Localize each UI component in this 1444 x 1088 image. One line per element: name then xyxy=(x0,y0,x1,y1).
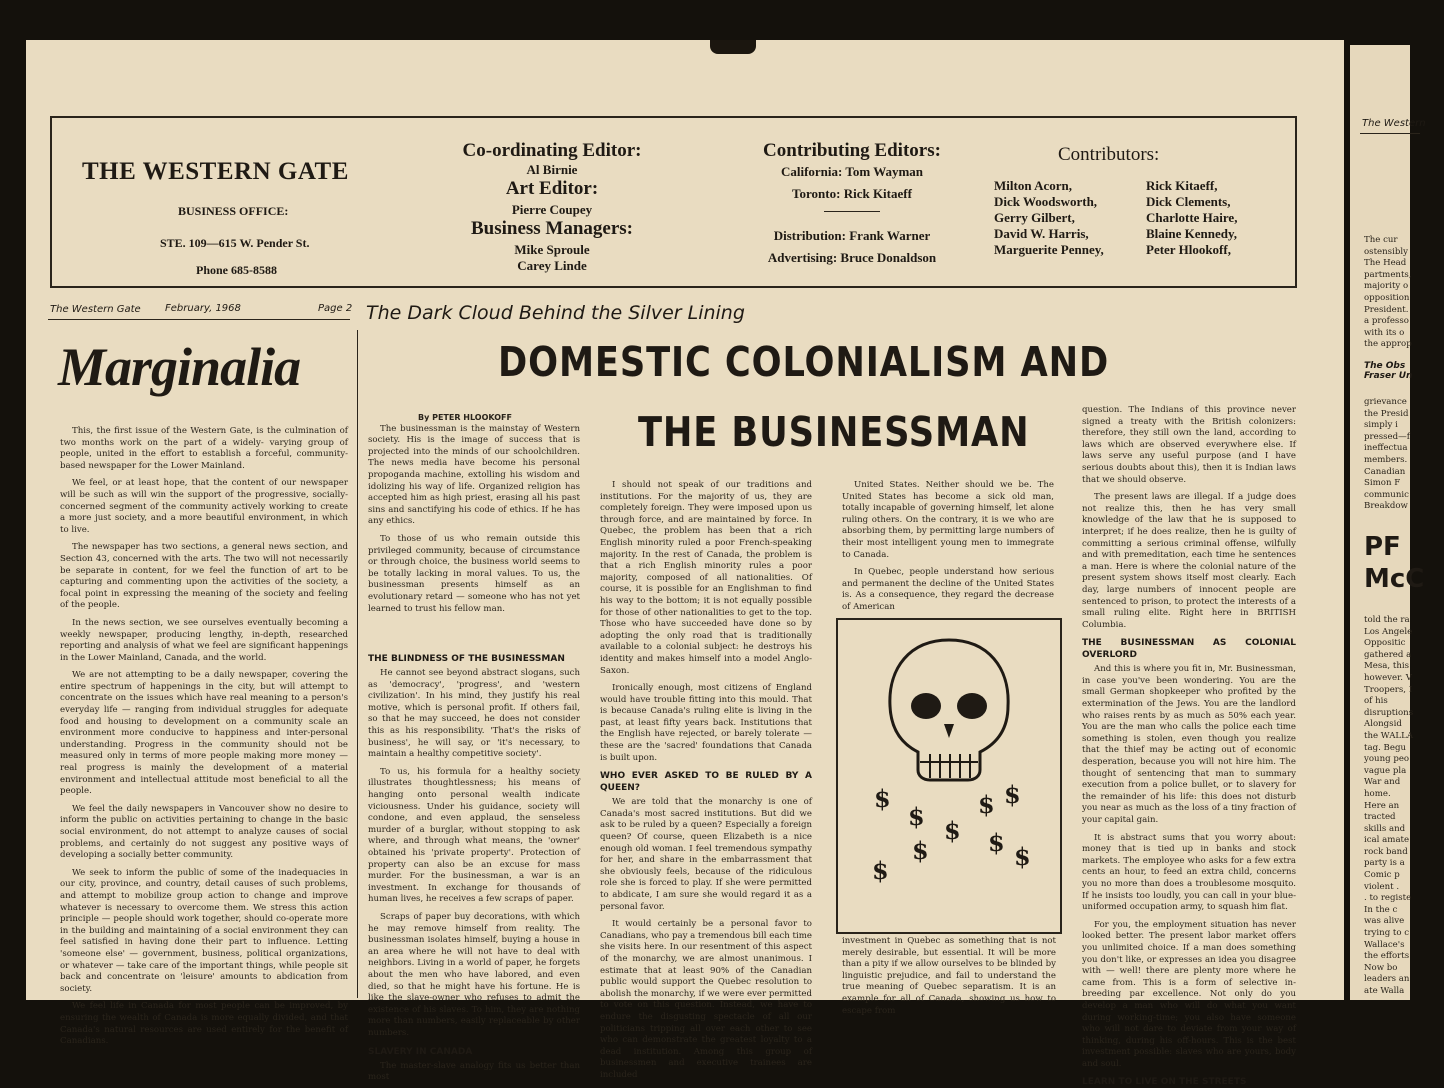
next-line: was alive xyxy=(1364,916,1405,927)
marginalia-paragraph: We seek to inform the public of some of the inadequacies in our city, province, and country, detail causes of such problems, and attempt to mobilize group action to change and improve whatever is necessary to overcome them. We stress this action principle — people should work together, should co-operate more in the building and maintaining of a social environment they can feel satisfied in having done their part to influence. Letting 'someone else' — government, business, political organizations, or whatever — take care of the important things, while people sit back and concentrate on 'leisure' amounts to abdication from society. xyxy=(60,867,348,994)
next-headline xyxy=(1364,531,1424,595)
article-paragraph: The master-slave analogy fits us better than most xyxy=(368,1060,580,1083)
next-line: leaders an xyxy=(1364,974,1410,985)
next-line: vague pla xyxy=(1364,765,1407,776)
coord-editor-label: Co-ordinating Editor: xyxy=(462,140,642,161)
next-rule xyxy=(1360,133,1420,134)
next-line: of his xyxy=(1364,696,1388,707)
contributors-left xyxy=(994,178,1104,258)
article-column-4 xyxy=(1082,405,1296,1088)
next-line: Now bo xyxy=(1364,962,1398,973)
contributor: Milton Acorn, xyxy=(994,178,1072,193)
running-head-rule xyxy=(48,319,350,320)
next-line: tracted xyxy=(1364,812,1396,823)
marginalia-column xyxy=(60,426,348,1047)
article-paragraph: And this is where you fit in, Mr. Businessman, in case you've been wondering. You are the small German shopkeeper who profited by the extermination of the Jews. You are the landlord who raises rents by as much as 50% each year. You are the man who calls the police each time something is stolen, even though you realize that the thief may be acting out of economic desperation, because you will not hire him. The thought of sentencing that man to summary execution from a police bullet, or to slavery for the remainder of his life: this does not disturb you near as much as the loss of a tiny fraction of your capital gain. xyxy=(1082,664,1296,825)
next-line: with its o xyxy=(1364,327,1405,338)
next-line: told the ra xyxy=(1364,615,1410,625)
contributor: Dick Woodsworth, xyxy=(994,194,1098,209)
marginalia-paragraph: We feel life in Canada for most people can be improved, by ensuring the wealth of Canada is more equally divided, and that Canada's natural resources are used entirely for the benefit of Canadians. xyxy=(60,1001,348,1047)
dollar-sign-icon: $ xyxy=(944,816,961,845)
next-column-1 xyxy=(1364,235,1444,351)
next-line: pressed—f xyxy=(1364,431,1410,442)
article-paragraph: The present laws are illegal. If a judge does not realize this, then he has very small knowledge of the law that he is supposed to interpret; if he does realize, then he is guilty of committing a serious criminal offense, wilfully and with premeditation, each time he sentences a man. Here is where the colonial nature of the present system shows itself most clearly. Each day, large numbers of innocent people are sentenced to prison, to protect the interests of a small ruling elite. Right here in BRITISH Columbia. xyxy=(1082,492,1296,630)
headline-line-1: DOMESTIC COLONIALISM AND xyxy=(498,338,1110,386)
next-line: simply i xyxy=(1364,420,1398,431)
next-line: Simon F xyxy=(1364,478,1401,489)
marginalia-paragraph: We are not attempting to be a daily newspaper, covering the entire spectrum of happenings in the city, but will attempt to concentrate on the issues which have real meaning to a person's everyday life — ranging from individual struggles for adequate food and housing to development on a community scale an environment more conducive to happiness and inter-personal understanding. Progress in the community should not be measured only in terms of more people making more money — real progress is mainly the development of a material environment and intellectual attitude most beneficial to all the people. xyxy=(60,670,348,797)
contributor: Gerry Gilbert, xyxy=(994,210,1075,225)
next-line: Here an xyxy=(1364,800,1400,811)
business-manager-2: Carey Linde xyxy=(517,258,587,273)
next-line: Canadian xyxy=(1364,466,1406,477)
next-line: Troopers, I xyxy=(1364,684,1413,695)
next-kicker-line: Fraser Un xyxy=(1364,371,1413,381)
article-paragraph: He cannot see beyond abstract slogans, such as 'democracy', 'progress', and 'western civilization'. In his mind, they justify his real motive, which is personal profit. If others fail, so that he may succeed, he does not consider this as his responsibility. 'That's the risks of business', he will say, or 'it's necessary, to maintain a healthy competitive society'. xyxy=(368,668,580,760)
kicker: The Dark Cloud Behind the Silver Lining xyxy=(366,302,745,324)
contributor: Rick Kitaeff, xyxy=(1146,178,1218,193)
editor-california: California: Tom Wayman xyxy=(780,164,924,179)
next-line: young peo xyxy=(1364,754,1410,765)
next-column-2 xyxy=(1364,397,1444,513)
article-paragraph: In Quebec, people understand how serious and permanent the decline of the United States is. As a consequence, they regard the decrease of American xyxy=(842,567,1054,612)
next-column-3 xyxy=(1364,615,1444,998)
next-line: however. V xyxy=(1364,672,1412,683)
dollar-sign-icon: $ xyxy=(912,836,929,865)
masthead-title: THE WESTERN GATE xyxy=(82,158,349,185)
marginalia-paragraph: We feel the daily newspapers in Vancouver show no desire to inform the public on activities pertaining to change in the basic social environment, do not attempt to analyze causes of social problems, and certainly do not suggest any positive ways of developing a socially better community. xyxy=(60,803,348,861)
dollar-sign-icon: $ xyxy=(1004,780,1021,809)
next-line: ate Walla xyxy=(1364,986,1405,996)
next-line: rock band xyxy=(1364,846,1408,857)
next-line: partments, xyxy=(1364,269,1412,280)
dollar-sign-icon: $ xyxy=(872,856,889,885)
article-paragraph: I should not speak of our traditions and institutions. For the majority of us, they are completely foreign. They were imposed upon us through force, and are maintained by force. In Quebec, the problem has been that a rich English minority ruled a poor French-speaking majority. In the rest of Canada, the problem is that a rich English minority rules a poor majority, composed of all nationalities. Of course, it is possible for an Englishman to find his way to the bottom; it is not equally possible for those of other nationalities to get to the top. Those who have succeeded have done so by adopting the only road that is traditionally available to a colonial subject: he destroys his identity and makes himself into a model Anglo-Saxon. xyxy=(600,480,812,676)
marginalia-paragraph: The newspaper has two sections, a general news section, and Section 43, concerned with the arts. The two will not necessarily be separate in content, for we feel the function of art to be capturing and commenting upon the activities of the society, a focal point in expressing the meaning of the society and feeling of the people. xyxy=(60,542,348,611)
contributor: David W. Harris, xyxy=(994,226,1089,241)
running-head-date: February, 1968 xyxy=(165,303,241,314)
article-paragraph: It is abstract sums that you worry about: money that is tied up in banks and stock markets. The employee who asks for a few extra cents an hour, to feed an extra child, concerns you no more than does a troublesome mosquito. If he insists too loudly, you can call in your blue-uniformed occupation army, to squash him flat. xyxy=(1082,832,1296,913)
next-line: tag. Begu xyxy=(1364,742,1406,753)
art-editor-label: Art Editor: xyxy=(505,178,599,199)
next-line: President. xyxy=(1364,304,1409,315)
next-line: the approp xyxy=(1364,339,1412,350)
masthead-box xyxy=(50,116,1297,288)
next-line: Comic p xyxy=(1364,870,1400,881)
article-paragraph: Scraps of paper buy decorations, with which he may remove himself from reality. The businessman isolates himself, buying a house in an area where he will not have to deal with neighbors. Living in a world of paper, he forgets about the men who have labored, and even died, so that he might have his fortune. He is like the slave-owner who refuses to admit the existence of his slaves. To him, they are nothing more than numbers, easily replaceable by other numbers. xyxy=(368,911,580,1038)
next-line: The cur xyxy=(1364,235,1398,245)
article-paragraph: The businessman is the mainstay of Western society. His is the image of success that is projected into the minds of our schoolchildren. The news media have become his personal propoganda machine, extolling his wisdom and idolizing his way of life. Organized religion has accepted him as high priest, erasing all his past sins and sanctifying his code of ethics. If he has any ethics. xyxy=(368,423,580,527)
paper-tear xyxy=(710,40,756,54)
next-line: Breakdow xyxy=(1364,501,1408,512)
marginalia-title: Marginalia xyxy=(58,337,301,397)
article-paragraph: To those of us who remain outside this privileged community, because of circumstance or through choice, the business world seems to be totally lacking in moral values. To us, the businessman presents himself as an evolutionary retard — someone who has not yet learned to trust his fellow man. xyxy=(368,533,580,614)
contributor: Peter Hlookoff, xyxy=(1146,242,1231,257)
art-editor-name: Pierre Coupey xyxy=(511,202,593,217)
business-managers-label: Business Managers: xyxy=(470,218,634,239)
next-line: disruptions xyxy=(1364,707,1414,718)
article-paragraph: For you, the employment situation has never looked better. The present labor market offers you unlimited choice. If a man does something you don't like, or expresses an idea you disagree with — well! there are plenty more where he came from. This is a form of selective in-breeding par excellence. Not only do you develop a man who will do what you want during working-time; you also have someone who will not dare to deviate from your way of thinking, during his off-hours. This is the best investment possible: slaves who are yours, body and soul. xyxy=(1082,919,1296,1069)
running-head-page: Page 2 xyxy=(318,303,353,314)
subhead-streets: LEARN TO LIVE ON THE STREETS xyxy=(1082,1077,1247,1088)
subhead-slavery: SLAVERY IN CANADA xyxy=(368,1046,473,1057)
next-line: War and xyxy=(1364,777,1401,788)
next-line: grievance xyxy=(1364,397,1407,407)
business-office-label: BUSINESS OFFICE: xyxy=(178,204,289,218)
next-line: skills and xyxy=(1364,823,1406,834)
next-line: Mesa, this xyxy=(1364,661,1410,672)
next-line: In the c xyxy=(1364,904,1398,915)
article-column-3 xyxy=(842,480,1054,612)
dollar-sign-icon: $ xyxy=(908,802,925,831)
next-line: ineffectua xyxy=(1364,443,1408,454)
article-column-1 xyxy=(368,412,580,1083)
next-line: home. xyxy=(1364,788,1391,799)
next-line: communic xyxy=(1364,489,1409,500)
dollar-sign-icon: $ xyxy=(988,828,1005,857)
headline-line-2: THE BUSINESSMAN xyxy=(638,408,1030,456)
article-paragraph: Ironically enough, most citizens of England would have trouble fitting into this mould. That is because Canada's ruling elite is living in the past, at least fifty years back. Institutions that the English have rejected, or barely tolerate — these are the 'sacred' foundations that Canada is built upon. xyxy=(600,683,812,763)
next-line: Alongsid xyxy=(1364,719,1402,730)
next-line: opposition xyxy=(1364,292,1410,303)
subhead-overlord: THE BUSINESSMAN AS COLONIAL OVERLORD xyxy=(1082,638,1296,661)
next-line: a professo xyxy=(1364,316,1409,327)
next-line: the Presid xyxy=(1364,408,1409,419)
skull-icon xyxy=(838,620,1060,932)
dollar-sign-icon: $ xyxy=(978,790,995,819)
next-line: the WALLA xyxy=(1364,730,1414,741)
subhead-blindness: THE BLINDNESS OF THE BUSINESSMAN xyxy=(368,654,565,665)
article-paragraph: We are told that the monarchy is one of Canada's most sacred institutions. But did we ask to be ruled by a queen? Especially a foreign queen? Of course, queen Elizabeth is a nice enough old woman. I feel tremendous sympathy for her, and share in the embarrassment that she obviously feels, because of the ridiculous role she is forced to play. If she were permitted to abdicate, I am sure she would regard it as a personal favor. xyxy=(600,797,812,912)
next-line: Oppositic xyxy=(1364,638,1406,649)
next-line: trying to c xyxy=(1364,928,1410,939)
next-headline-line: PF xyxy=(1364,532,1401,562)
contributor: Charlotte Haire, xyxy=(1146,210,1238,225)
contributor: Marguerite Penney, xyxy=(994,242,1104,257)
distribution-line: Distribution: Frank Warner xyxy=(773,228,931,243)
next-line: Wallace's xyxy=(1364,939,1405,950)
editors-divider xyxy=(824,211,880,212)
next-line: ostensibly xyxy=(1364,246,1408,257)
next-kicker xyxy=(1364,361,1412,381)
article-paragraph: To us, his formula for a healthy society illustrates thoughtlessness; his means of hanging onto personal wealth indicate viciousness. Under his guidance, society will condone, and even applaud, the senseless murder of a burglar, without stopping to ask where, and through what means, the 'owner' obtained his 'private property'. Protection of property can also be an excuse for mass murder. For the businessman, a war is an investment. In exchange for thousands of human lives, he receives a few scraps of paper. xyxy=(368,766,580,905)
dollar-sign-icon: $ xyxy=(1014,842,1031,871)
next-line: gathered a xyxy=(1364,649,1412,660)
marginalia-paragraph: This, the first issue of the Western Gate, is the culmination of two months work on the part of a widely- varying group of people, united in the effort to establish a forceful, community-based newspaper for the Lower Mainland. xyxy=(60,426,348,471)
next-line: The Head xyxy=(1364,258,1407,269)
business-phone: Phone 685-8588 xyxy=(196,263,277,277)
next-line: ical amate xyxy=(1364,835,1410,846)
next-line: members. xyxy=(1364,454,1408,465)
article-paragraph: It would certainly be a personal favor to Canadians, who pay a tremendous bill each time she visits here. In our resentment of this aspect of the monarchy, we are almost unanimous. I estimate that at least 90% of the Canadian public would support the Quebec resolution to abolish the monarchy, if we were ever permitted to vote on this question. Instead, we have to endure the disgusting spectacle of all our politicians tripping all over each other to see who can demonstrate the greatest loyalty to a dead institution. Among this group of businessmen and executive trainees are included xyxy=(600,919,812,1080)
contributor: Blaine Kennedy, xyxy=(1146,226,1238,241)
next-headline-line: McC xyxy=(1364,564,1425,594)
article-paragraph: United States. Neither should we be. The United States has become a sick old man, totally incapable of governing himself, let alone ruling others. On the contrary, it is we who are absorbing them, by permitting large numbers of their most intelligent young men to immegrate to Canada. xyxy=(842,480,1054,560)
skull-illustration xyxy=(836,618,1062,934)
next-line: violent . xyxy=(1364,881,1400,892)
next-running-head: The Western xyxy=(1362,118,1426,129)
next-line: party is a xyxy=(1364,858,1405,869)
contributor: Dick Clements, xyxy=(1146,194,1231,209)
next-kicker-line: The Obs xyxy=(1364,361,1406,371)
marginalia-paragraph: We feel, or at least hope, that the content of our newspaper will be such as will win the support of the progressive, socially-concerned segment of the community actively working to create a more just society, and a more beautiful environment, in which to live. xyxy=(60,478,348,535)
subhead-queen: WHO EVER ASKED TO BE RULED BY A QUEEN? xyxy=(600,771,812,794)
advertising-line: Advertising: Bruce Donaldson xyxy=(767,250,937,265)
editor-toronto: Toronto: Rick Kitaeff xyxy=(792,186,912,201)
contributors-label: Contributors: xyxy=(1058,144,1160,165)
business-manager-1: Mike Sproule xyxy=(514,242,590,257)
next-page-sliver xyxy=(1350,45,1426,1000)
next-line: the efforts xyxy=(1364,951,1410,962)
running-head-paper: The Western Gate xyxy=(50,304,141,315)
column-rule xyxy=(357,330,358,998)
byline: By PETER HLOOKOFF xyxy=(418,413,512,422)
marginalia-paragraph: In the news section, we see ourselves eventually becoming a weekly newspaper, producing lengthy, in-depth, researched reporting and analysis of what we feel are significant happenings in the Lower Mainland, Canada, and the world. xyxy=(60,617,348,663)
article-paragraph: question. The Indians of this province never signed a treaty with the British colonizers: therefore, they still own the land, according to laws which are observed everywhere else. If laws serve any useful purpose (and I have serious doubts about this), then it is Indian laws that we should observe. xyxy=(1082,405,1296,485)
contributing-editors-label: Contributing Editors: xyxy=(763,140,941,161)
next-line: Los Angele xyxy=(1364,626,1413,637)
article-paragraph: investment in Quebec as something that is not merely desirable, but essential. It will be more than a pity if we allow ourselves to be blinded by linguistic prejudice, and fail to understand the true meaning of Quebec separatism. It is an example for all of Canada, showing us how to escape from xyxy=(842,936,1056,1016)
next-line: . to registe xyxy=(1364,893,1412,904)
coord-editor-name: Al Birnie xyxy=(526,162,578,177)
contributors-right xyxy=(1146,178,1237,258)
dollar-sign-icon: $ xyxy=(874,784,891,813)
next-line: majority o xyxy=(1364,281,1409,292)
article-column-3b xyxy=(842,936,1056,1016)
article-column-2 xyxy=(600,480,812,1080)
business-address: STE. 109—615 W. Pender St. xyxy=(160,236,310,250)
